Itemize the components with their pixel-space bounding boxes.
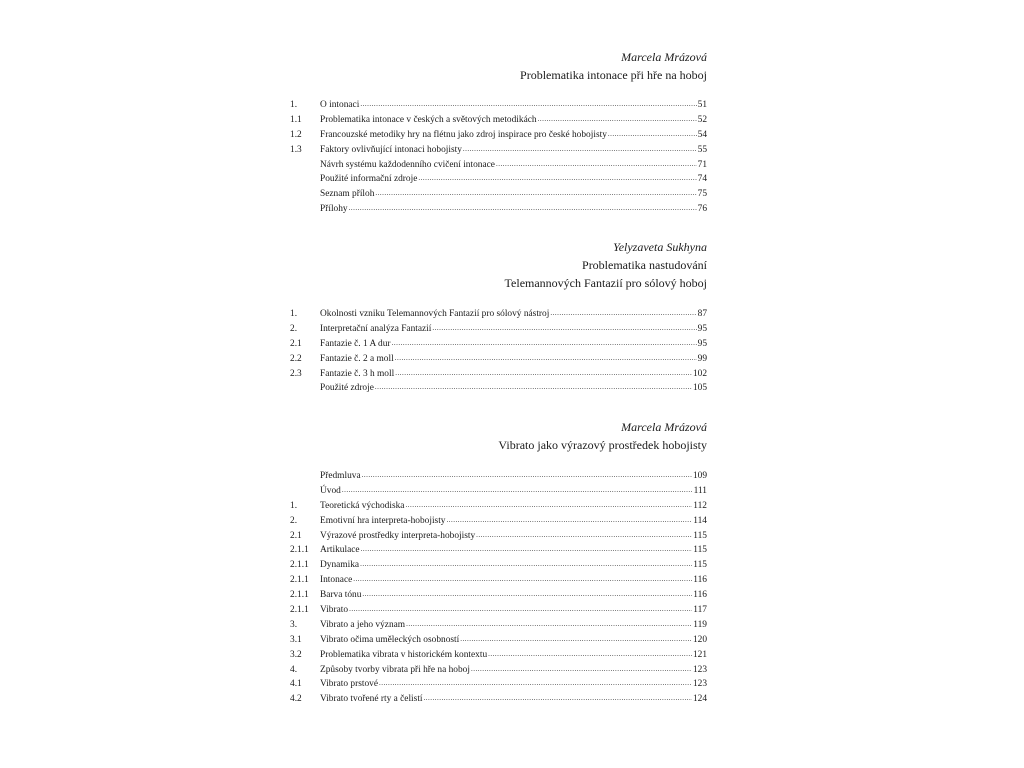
entry-number: 2.1.1 (290, 590, 309, 601)
dot-leader (463, 142, 697, 157)
entry-title: Faktory ovlivňující intonaci hobojisty (320, 144, 462, 155)
entry-page: 99 (697, 353, 707, 364)
dot-leader (392, 336, 697, 351)
entry-number: 3. (290, 619, 298, 630)
dot-leader (424, 691, 692, 706)
entry-number: 1. (290, 100, 298, 110)
dot-leader (362, 468, 692, 483)
section-title: Problematika nastudování (582, 258, 707, 272)
toc-entry[interactable] (290, 381, 707, 396)
toc-entry[interactable] (290, 143, 707, 158)
dot-leader (375, 186, 696, 201)
section-title: Vibrato jako výrazový prostředek hobojisty (498, 438, 707, 452)
section-heading (290, 48, 707, 84)
toc-entry[interactable] (290, 663, 707, 678)
entry-title: Použité informační zdroje (320, 174, 418, 185)
entry-page: 105 (692, 383, 707, 394)
toc-entries (290, 469, 707, 707)
entry-page: 55 (697, 144, 707, 155)
dot-leader (360, 557, 692, 572)
entry-page: 75 (697, 189, 707, 200)
dot-leader (353, 572, 692, 587)
entry-title: Vibrato prstové (320, 679, 379, 690)
entry-page: 116 (693, 575, 707, 586)
toc-entry[interactable] (290, 187, 707, 202)
entry-title: Fantazie č. 3 h moll (320, 368, 395, 379)
entry-number: 2.1 (290, 338, 302, 349)
entry-title: Fantazie č. 2 a moll (320, 353, 394, 364)
entry-title: Fantazie č. 1 A dur (320, 338, 391, 349)
toc-section-3 (290, 418, 707, 707)
entry-title: Barva tónu (320, 590, 362, 601)
entry-page: 95 (697, 338, 707, 349)
toc-section-2 (290, 238, 707, 396)
toc-entry[interactable] (290, 692, 707, 707)
entry-page: 52 (697, 114, 707, 125)
entry-page: 121 (692, 649, 707, 660)
entry-title: Vibrato očima uměleckých osobností (320, 634, 460, 645)
entry-page: 120 (692, 634, 707, 645)
entry-page: 115 (693, 530, 707, 541)
entry-page: 109 (692, 471, 707, 481)
section-title: Problematika intonace při hře na hoboj (520, 68, 707, 82)
entry-title: Artikulace (320, 545, 360, 556)
entry-page: 51 (697, 100, 707, 110)
entry-title: Teoretická východiska (320, 500, 405, 511)
entry-title: Seznam příloh (320, 189, 375, 200)
entry-page: 76 (697, 204, 707, 215)
entry-page: 123 (692, 679, 707, 690)
section-title: Telemannových Fantazií pro sólový hoboj (504, 276, 707, 290)
entry-page: 112 (693, 500, 707, 511)
entry-page: 87 (697, 309, 707, 319)
toc-entry[interactable] (290, 113, 707, 128)
entry-number: 2.2 (290, 353, 302, 364)
entry-title: Přílohy (320, 204, 348, 215)
dot-leader (395, 366, 692, 381)
dot-leader (418, 171, 696, 186)
entry-number: 2.1.1 (290, 575, 309, 586)
entry-title: Úvod (320, 485, 341, 496)
entry-title: Vibrato a jeho význam (320, 619, 406, 630)
toc-entry[interactable] (290, 337, 707, 352)
entry-page: 116 (693, 590, 707, 601)
entry-title: Francouzské metodiky hry na flétnu jako zdroj inspirace pro české hobojisty (320, 129, 607, 140)
toc-entry[interactable] (290, 558, 707, 573)
toc-entry[interactable] (290, 499, 707, 514)
dot-leader (342, 483, 693, 498)
entry-title: Okolnosti vzniku Telemannových Fantazií pro sólový nástroj (320, 309, 550, 319)
dot-leader (361, 542, 693, 557)
entry-number: 2.3 (290, 368, 302, 379)
dot-leader (349, 602, 692, 617)
toc-entries (290, 307, 707, 396)
toc-entry[interactable] (290, 352, 707, 367)
section-heading (290, 418, 707, 454)
dot-leader (550, 306, 696, 321)
entry-title: Vibrato (320, 605, 349, 616)
toc-entry[interactable] (290, 484, 707, 499)
toc-entry[interactable] (290, 543, 707, 558)
entry-title: Interpretační analýza Fantazií (320, 323, 432, 334)
entry-page: 74 (697, 174, 707, 185)
toc-entry[interactable] (290, 603, 707, 618)
entry-page: 54 (697, 129, 707, 140)
toc-entry[interactable] (290, 322, 707, 337)
entry-page: 95 (697, 323, 707, 334)
entry-number: 2. (290, 515, 298, 526)
dot-leader (375, 380, 692, 395)
entry-title: Vibrato tvořené rty a čelistí (320, 694, 423, 705)
dot-leader (538, 112, 697, 127)
entry-number: 2.1.1 (290, 605, 309, 616)
entry-number: 3.2 (290, 649, 302, 660)
toc-entry[interactable] (290, 677, 707, 692)
entry-page: 119 (693, 619, 707, 630)
entry-page: 114 (693, 515, 707, 526)
entry-title: O intonaci (320, 100, 360, 110)
toc-entry[interactable] (290, 202, 707, 217)
dot-leader (362, 587, 692, 602)
dot-leader (395, 351, 697, 366)
entry-title: Použité zdroje (320, 383, 374, 394)
dot-leader (496, 157, 697, 172)
dot-leader (349, 201, 697, 216)
toc-entry[interactable] (290, 469, 707, 484)
dot-leader (379, 676, 692, 691)
dot-leader (360, 97, 696, 112)
entry-title: Způsoby tvorby vibrata při hře na hoboj (320, 664, 470, 675)
section-heading (290, 238, 707, 292)
entry-page: 71 (697, 159, 707, 170)
dot-leader (608, 127, 697, 142)
entry-number: 2.1 (290, 530, 302, 541)
entry-title: Dynamika (320, 560, 360, 571)
dot-leader (432, 321, 696, 336)
toc-entry[interactable] (290, 158, 707, 173)
dot-leader (447, 513, 693, 528)
dot-leader (471, 662, 692, 677)
toc-entry[interactable] (290, 573, 707, 588)
toc-entry[interactable] (290, 529, 707, 544)
entry-page: 115 (693, 560, 707, 571)
toc-entry[interactable] (290, 633, 707, 648)
entry-page: 115 (693, 545, 707, 556)
dot-leader (406, 617, 692, 632)
toc-entry[interactable] (290, 128, 707, 143)
entry-number: 4.2 (290, 694, 302, 705)
section-author: Marcela Mrázová (621, 420, 707, 434)
dot-leader (405, 498, 692, 513)
toc-entry[interactable] (290, 514, 707, 529)
toc-entry[interactable] (290, 588, 707, 603)
entry-page: 123 (692, 664, 707, 675)
toc-entry[interactable] (290, 618, 707, 633)
section-author: Marcela Mrázová (621, 50, 707, 64)
entry-page: 102 (692, 368, 707, 379)
toc-entries (290, 98, 707, 217)
toc-entry[interactable] (290, 98, 707, 113)
entry-title: Výrazové prostředky interpreta-hobojisty (320, 530, 476, 541)
entry-number: 1. (290, 309, 298, 319)
toc-section-1 (290, 48, 707, 217)
dot-leader (476, 528, 692, 543)
entry-title: Problematika vibrata v historickém kontextu (320, 649, 488, 660)
entry-number: 1.2 (290, 129, 302, 140)
entry-title: Návrh systému každodenního cvičení intonace (320, 159, 495, 170)
dot-leader (460, 632, 692, 647)
entry-title: Intonace (320, 575, 353, 586)
entry-number: 1. (290, 500, 298, 511)
entry-number: 2.1.1 (290, 560, 309, 571)
entry-number: 3.1 (290, 634, 302, 645)
entry-title: Problematika intonace v českých a světových metodikách (320, 114, 537, 125)
entry-number: 2. (290, 323, 298, 334)
entry-number: 2.1.1 (290, 545, 309, 556)
toc-entry[interactable] (290, 367, 707, 382)
section-author: Yelyzaveta Sukhyna (613, 240, 707, 254)
dot-leader (488, 647, 692, 662)
entry-page: 111 (693, 485, 707, 496)
toc-entry[interactable] (290, 648, 707, 663)
toc-entry[interactable] (290, 307, 707, 322)
entry-number: 4.1 (290, 679, 302, 690)
entry-number: 1.1 (290, 114, 302, 125)
entry-number: 1.3 (290, 144, 302, 155)
entry-title: Předmluva (320, 471, 361, 481)
entry-page: 124 (692, 694, 707, 705)
toc-entry[interactable] (290, 172, 707, 187)
entry-number: 4. (290, 664, 298, 675)
entry-title: Emotivní hra interpreta-hobojisty (320, 515, 446, 526)
entry-page: 117 (693, 605, 707, 616)
